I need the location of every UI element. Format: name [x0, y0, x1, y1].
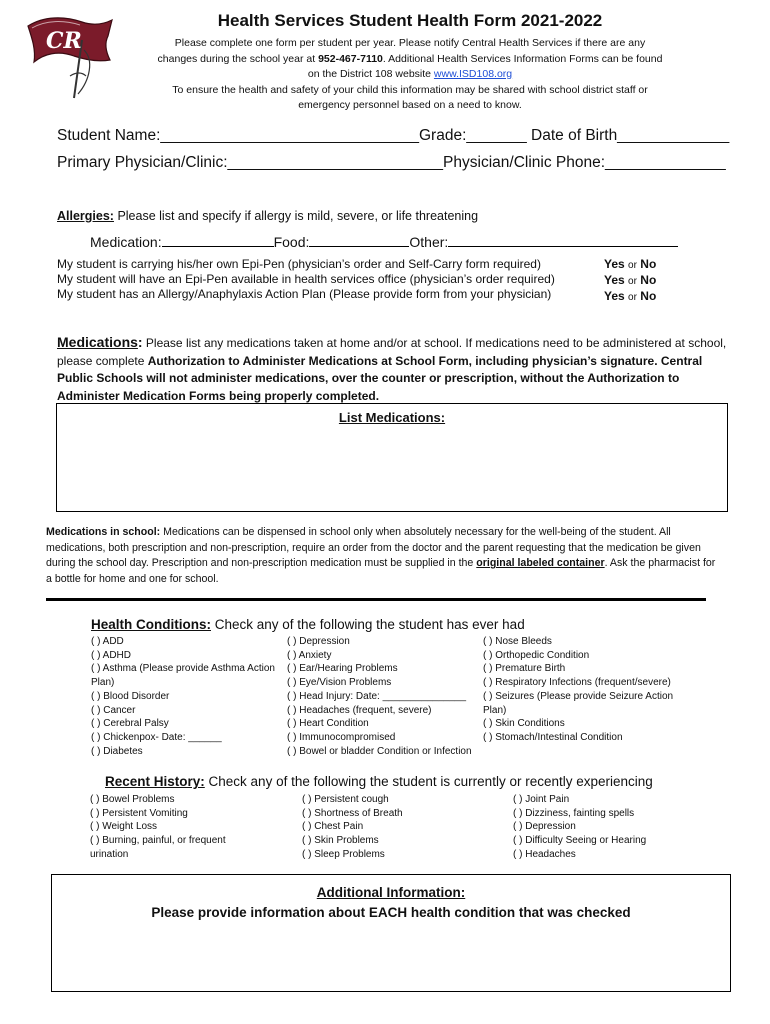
- history-option: ( ) Burning, painful, or frequent: [90, 835, 226, 847]
- health-conditions-heading: Health Conditions: Check any of the following the student has ever had: [91, 617, 525, 632]
- health-conditions-col2[interactable]: [287, 635, 472, 758]
- condition-option: Plan): [483, 704, 507, 716]
- medications-instructions: Medications: Please list any medications taken at home and/or at school. If medications need to be administered at school, please complete Authorization to Administer Medications at School Form, including physician’s signature. Central Public Schools will not administer medications, over the counter or prescription, without the Authorization to Administer Medication Forms being properly completed.: [57, 334, 727, 403]
- condition-option: ( ) Seizures (Please provide Seizure Action: [483, 690, 674, 702]
- additional-info-heading: Additional Information:: [316, 885, 466, 900]
- recent-history-col1[interactable]: [90, 793, 226, 862]
- logo-lettering: CR: [46, 28, 82, 54]
- history-option: ( ) Persistent Vomiting: [90, 807, 188, 819]
- condition-option: ( ) Eye/Vision Problems: [287, 677, 392, 689]
- condition-option: ( ) Head Injury: Date: _______________: [287, 690, 467, 702]
- condition-option: ( ) Immunocompromised: [287, 731, 396, 743]
- allergies-heading: Allergies: Please list and specify if allergy is mild, severe, or life threatening: [57, 209, 479, 223]
- list-medications-box[interactable]: [56, 403, 728, 512]
- form-title: Health Services Student Health Form 2021-2022: [217, 11, 603, 30]
- condition-option: ( ) Premature Birth: [483, 663, 566, 675]
- history-option: ( ) Skin Problems: [302, 835, 379, 847]
- condition-option: Plan): [91, 677, 115, 689]
- history-option: ( ) Shortness of Breath: [302, 807, 403, 819]
- medications-in-school-text: Medications in school: Medications can be dispensed in school only when absolutely necessary for the well-being of the student. All medications, both prescription and non-prescription, require an order from the doctor and the parent requesting that the medication be given during the school day. Prescription and non-prescription medication must be supplied in the original labeled container. Ask the pharmacist for a bottle for home and one for school.: [46, 526, 716, 585]
- condition-option: ( ) Skin Conditions: [483, 718, 565, 730]
- recent-history-col3[interactable]: [513, 793, 646, 862]
- condition-option: ( ) Cancer: [91, 704, 136, 716]
- condition-option: ( ) Depression: [287, 636, 350, 647]
- recent-history-heading: Recent History: Check any of the following the student is currently or recently experiencing: [105, 774, 653, 789]
- student-name-field[interactable]: Student Name:______________________________Grade:_______ Date of Birth_____________: [57, 127, 730, 144]
- other-label: Other:: [409, 234, 449, 250]
- condition-option: ( ) Cerebral Palsy: [91, 718, 169, 730]
- additional-info-title: [52, 883, 730, 923]
- physician-field[interactable]: Primary Physician/Clinic:_________________________Physician/Clinic Phone:______________: [57, 154, 726, 171]
- intro-line: on the District 108 website www.ISD108.org: [307, 68, 513, 80]
- question-text: My student is carrying his/her own Epi-Pen (physician’s order and Self-Carry form required): [57, 257, 541, 271]
- allergy-fields: [90, 232, 678, 250]
- medications-heading: Medications: [57, 334, 138, 350]
- medications-in-school-heading: Medications in school:: [46, 526, 161, 538]
- epipen-questions: [57, 257, 555, 302]
- intro-line: changes during the school year at 952-467-7110. Additional Health Services Information Forms can be found: [157, 52, 663, 65]
- condition-option: ( ) Anxiety: [287, 649, 332, 661]
- condition-option: ( ) ADD: [91, 636, 124, 647]
- history-option: ( ) Sleep Problems: [302, 848, 385, 860]
- history-option: ( ) Difficulty Seeing or Hearing: [513, 835, 647, 847]
- history-option: ( ) Headaches: [513, 848, 576, 860]
- history-option: urination: [90, 848, 129, 860]
- additional-info-subheading: Please provide information about EACH health condition that was checked: [151, 905, 631, 920]
- other-allergy-input[interactable]: [448, 232, 678, 247]
- history-option: ( ) Bowel Problems: [90, 794, 175, 805]
- flag-logo-icon: [24, 10, 116, 102]
- condition-option: ( ) Diabetes: [91, 745, 143, 757]
- history-option: ( ) Depression: [513, 821, 576, 833]
- condition-option: ( ) Orthopedic Condition: [483, 649, 590, 661]
- history-option: ( ) Joint Pain: [513, 794, 570, 805]
- history-option: ( ) Persistent cough: [302, 794, 389, 805]
- condition-option: ( ) Respiratory Infections (frequent/severe): [483, 677, 671, 689]
- intro-line: Please complete one form per student per year. Please notify Central Health Services if there are any: [174, 37, 646, 49]
- recent-history-col2[interactable]: [302, 793, 403, 862]
- district-website-link[interactable]: www.ISD108.org: [433, 68, 513, 80]
- history-option: ( ) Chest Pain: [302, 821, 364, 833]
- health-conditions-col3[interactable]: [483, 635, 673, 745]
- yes-no-choice[interactable]: Yes or No: [604, 289, 657, 303]
- intro-line: To ensure the health and safety of your child this information may be shared with school district staff or: [172, 83, 648, 96]
- section-divider: [46, 598, 706, 601]
- condition-option: ( ) Blood Disorder: [91, 690, 170, 702]
- intro-text: [110, 36, 710, 114]
- yes-no-answers: [604, 257, 656, 305]
- school-logo: [24, 10, 116, 102]
- question-text: My student has an Allergy/Anaphylaxis Action Plan (Please provide form from your physician): [57, 287, 552, 301]
- condition-option: ( ) Ear/Hearing Problems: [287, 663, 398, 675]
- food-allergy-input[interactable]: [309, 232, 409, 247]
- condition-option: ( ) Stomach/Intestinal Condition: [483, 731, 623, 743]
- health-conditions-col1[interactable]: [91, 635, 275, 758]
- condition-option: ( ) ADHD: [91, 649, 131, 661]
- intro-line: emergency personnel based on a need to know.: [298, 99, 522, 111]
- condition-option: ( ) Heart Condition: [287, 718, 369, 730]
- yes-no-choice[interactable]: Yes or No: [604, 273, 657, 287]
- phone-number: 952-467-7110: [318, 52, 383, 65]
- condition-option: ( ) Asthma (Please provide Asthma Action: [91, 663, 275, 675]
- condition-option: ( ) Chickenpox- Date: ______: [91, 731, 222, 743]
- condition-option: ( ) Nose Bleeds: [483, 636, 552, 647]
- condition-option: ( ) Bowel or bladder Condition or Infection: [287, 745, 472, 757]
- history-option: ( ) Dizziness, fainting spells: [513, 807, 635, 819]
- question-text: My student will have an Epi-Pen available in health services office (physician’s order required): [57, 272, 555, 286]
- food-label: Food:: [273, 234, 310, 250]
- medication-allergy-input[interactable]: [162, 232, 274, 247]
- yes-no-choice[interactable]: Yes or No: [604, 257, 657, 271]
- medication-label: Medication:: [90, 234, 162, 250]
- condition-option: ( ) Headaches (frequent, severe): [287, 704, 432, 716]
- list-medications-title: List Medications:: [338, 410, 446, 425]
- original-container-text: original labeled container: [476, 557, 605, 569]
- history-option: ( ) Weight Loss: [90, 821, 158, 833]
